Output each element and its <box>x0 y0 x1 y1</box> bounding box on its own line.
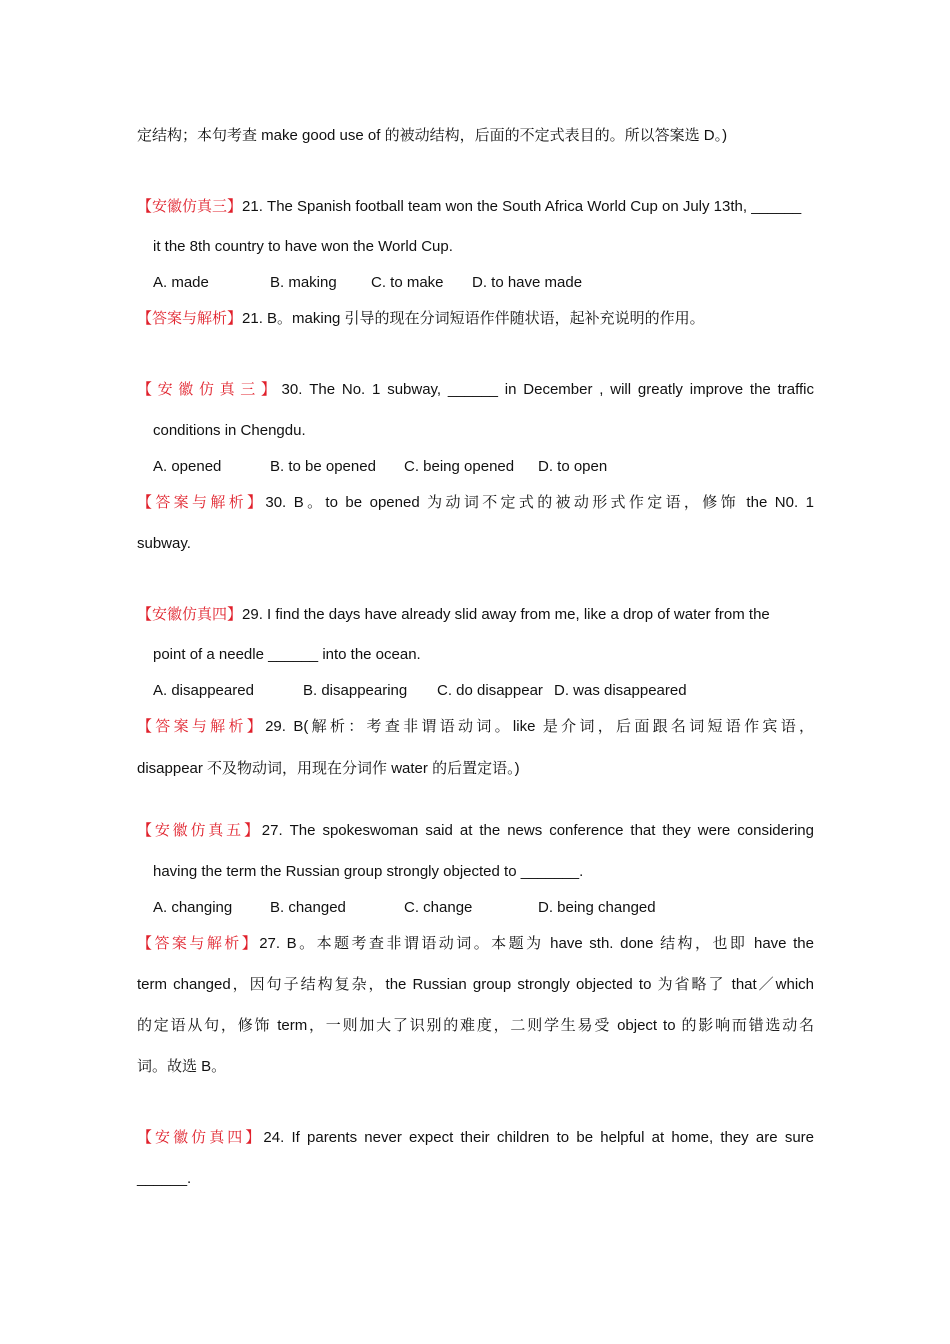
source-tag: 【安徽仿真五】 <box>137 822 262 839</box>
answer-tag: 【答案与解析】 <box>137 718 266 735</box>
source-tag: 【安徽仿真三】 <box>137 198 243 215</box>
question-stem-continued: having the term the Russian group strongly objected to _______. <box>153 863 584 880</box>
answer-explanation: 【答案与解析】27. B。本题考查非谓语动词。本题为 have sth. done 结构，也即 have the <box>137 935 814 952</box>
option-b: B. changed <box>270 899 346 916</box>
option-c: C. do disappear <box>437 682 543 699</box>
options-row <box>153 457 814 477</box>
answer-explanation-continued: 的定语从句，修饰 term，一则加大了识别的难度，二则学生易受 object to 的影响而错选动名 <box>137 1017 814 1034</box>
option-d: D. to have made <box>472 274 583 291</box>
question-stem-continued: conditions in Chengdu. <box>153 422 306 439</box>
answer-explanation: 【答案与解析】30. B。to be opened 为动词不定式的被动形式作定语，修饰 the N0. 1 <box>137 494 814 511</box>
option-d: D. being changed <box>538 899 656 916</box>
options-row <box>153 898 814 918</box>
option-b: B. disappearing <box>303 682 408 699</box>
answer-tag: 【答案与解析】 <box>137 310 243 327</box>
question-stem-continued: point of a needle ______ into the ocean. <box>153 646 421 663</box>
option-c: C. being opened <box>404 458 515 475</box>
answer-explanation-continued: term changed，因句子结构复杂，the Russian group strongly objected to 为省略了 that／which <box>137 976 814 993</box>
question-stem: 【安徽仿真三】21. The Spanish football team won the South Africa World Cup on July 13th, ______ <box>137 198 802 215</box>
answer-explanation-continued: subway. <box>137 535 191 552</box>
option-d: D. was disappeared <box>554 682 687 699</box>
question-stem-continued: it the 8th country to have won the World Cup. <box>153 238 453 255</box>
answer-explanation-continued: 词。故选 B。 <box>137 1058 227 1075</box>
question-stem: 【安徽仿真五】27. The spokeswoman said at the news conference that they were considering <box>137 822 814 839</box>
paragraph-line: 定结构；本句考查 make good use of 的被动结构，后面的不定式表目的。所以答案选 D。) <box>137 127 728 144</box>
source-tag: 【安徽仿真三】 <box>137 381 282 398</box>
option-d: D. to open <box>538 458 608 475</box>
question-stem-continued: ______. <box>137 1170 192 1187</box>
answer-explanation-continued: disappear 不及物动词，用现在分词作 water 的后置定语。) <box>137 760 520 777</box>
answer-tag: 【答案与解析】 <box>137 494 266 511</box>
options-row <box>153 681 814 701</box>
option-a: A. opened <box>153 458 222 475</box>
question-stem: 【安徽仿真四】29. I find the days have already slid away from me, like a drop of water from the <box>137 606 770 623</box>
question-stem: 【安徽仿真三】30. The No. 1 subway, ______ in December , will greatly improve the traffic <box>137 381 814 398</box>
options-row <box>153 273 814 293</box>
option-c: C. to make <box>371 274 444 291</box>
option-c: C. change <box>404 899 473 916</box>
option-a: A. made <box>153 274 209 291</box>
option-a: A. disappeared <box>153 682 254 699</box>
option-b: B. making <box>270 274 337 291</box>
option-a: A. changing <box>153 899 233 916</box>
answer-explanation: 【答案与解析】21. B。making 引导的现在分词短语作伴随状语，起补充说明的作用。 <box>137 310 705 327</box>
question-stem: 【安徽仿真四】24. If parents never expect their children to be helpful at home, they are sure <box>137 1129 814 1146</box>
source-tag: 【安徽仿真四】 <box>137 1129 264 1146</box>
answer-tag: 【答案与解析】 <box>137 935 260 952</box>
option-b: B. to be opened <box>270 458 376 475</box>
answer-explanation: 【答案与解析】29. B(解析：考查非谓语动词。like 是介词，后面跟名词短语作宾语， <box>137 718 814 735</box>
source-tag: 【安徽仿真四】 <box>137 606 243 623</box>
